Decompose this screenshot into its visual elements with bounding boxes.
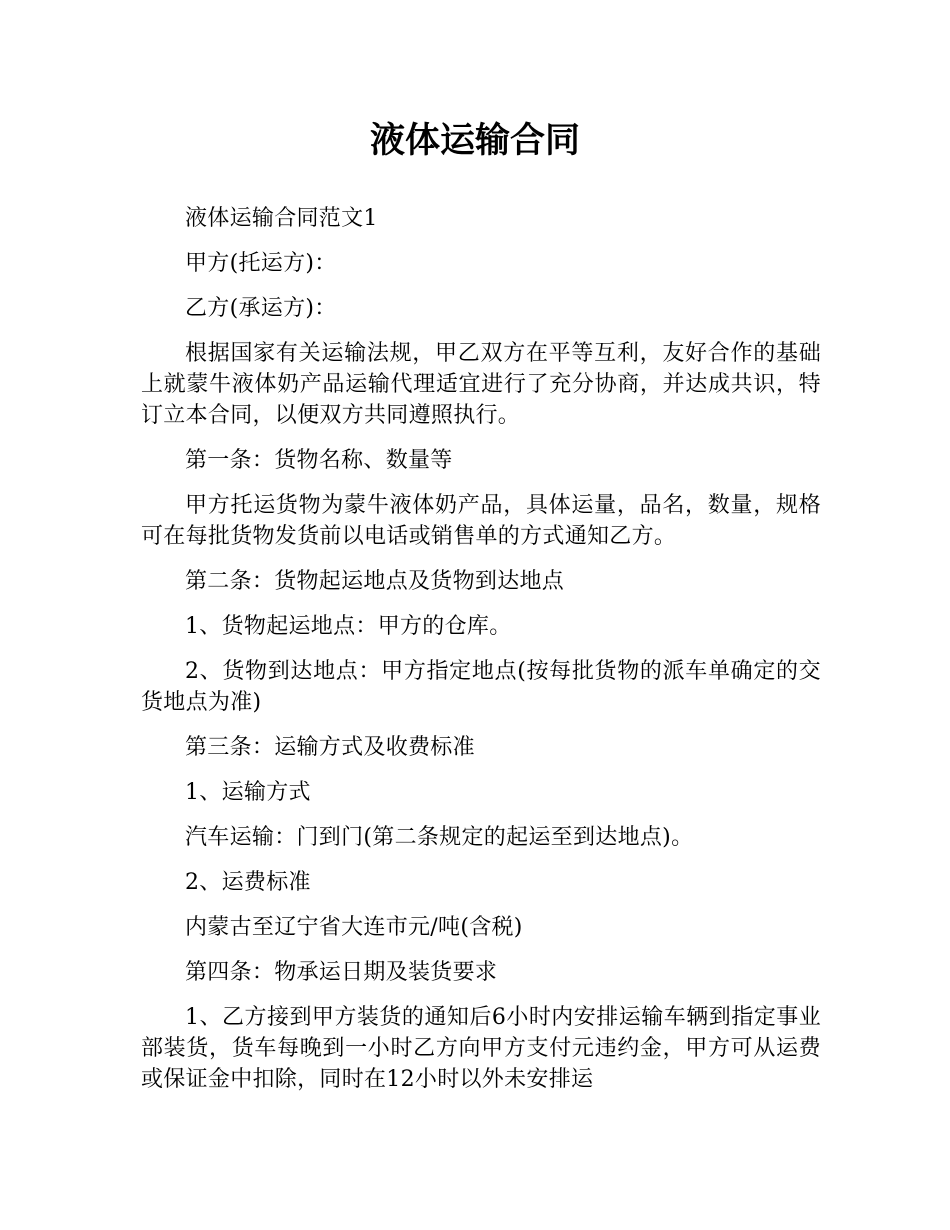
- paragraph-party-b: 乙方(承运方)：: [185, 296, 337, 321]
- paragraph-party-a: 甲方(托运方)：: [185, 251, 337, 276]
- document-body: [141, 203, 821, 1109]
- paragraph-freight-rate: 内蒙古至辽宁省大连市元/吨(含税): [185, 915, 523, 940]
- paragraph-article-3-item-1: 1、运输方式: [185, 780, 311, 805]
- document-title: 液体运输合同: [369, 121, 580, 161]
- paragraph-preamble: 根据国家有关运输法规，甲乙双方在平等互利，友好合作的基础上就蒙牛液体奶产品运输代理适宜进行了充分协商，并达成共识，特订立本合同，以便双方共同遵照执行。: [141, 341, 821, 428]
- paragraph-transport-method: 汽车运输：门到门(第二条规定的起运至到达地点)。: [185, 825, 694, 850]
- paragraph-article-3-item-2: 2、运费标准: [185, 870, 311, 895]
- paragraph-article-1-body: 甲方托运货物为蒙牛液体奶产品，具体运量，品名，数量，规格可在每批货物发货前以电话或销售单的方式通知乙方。: [141, 493, 821, 549]
- paragraph-article-4-heading: 第四条：物承运日期及装货要求: [185, 960, 498, 985]
- paragraph-article-2-heading: 第二条：货物起运地点及货物到达地点: [185, 569, 565, 594]
- paragraph-article-2-item-2: 2、货物到达地点：甲方指定地点(按每批货物的派车单确定的交货地点为准): [141, 659, 821, 715]
- paragraph-article-3-heading: 第三条：运输方式及收费标准: [185, 735, 475, 760]
- paragraph-sample-heading: 液体运输合同范文1: [185, 206, 378, 231]
- paragraph-article-4-item-1: 1、乙方接到甲方装货的通知后6小时内安排运输车辆到指定事业部装货，货车每晚到一小时乙方向甲方支付元违约金，甲方可从运费或保证金中扣除，同时在12小时以外未安排运: [141, 1005, 821, 1092]
- paragraph-article-1-heading: 第一条：货物名称、数量等: [185, 448, 453, 473]
- paragraph-article-2-item-1: 1、货物起运地点：甲方的仓库。: [185, 614, 512, 639]
